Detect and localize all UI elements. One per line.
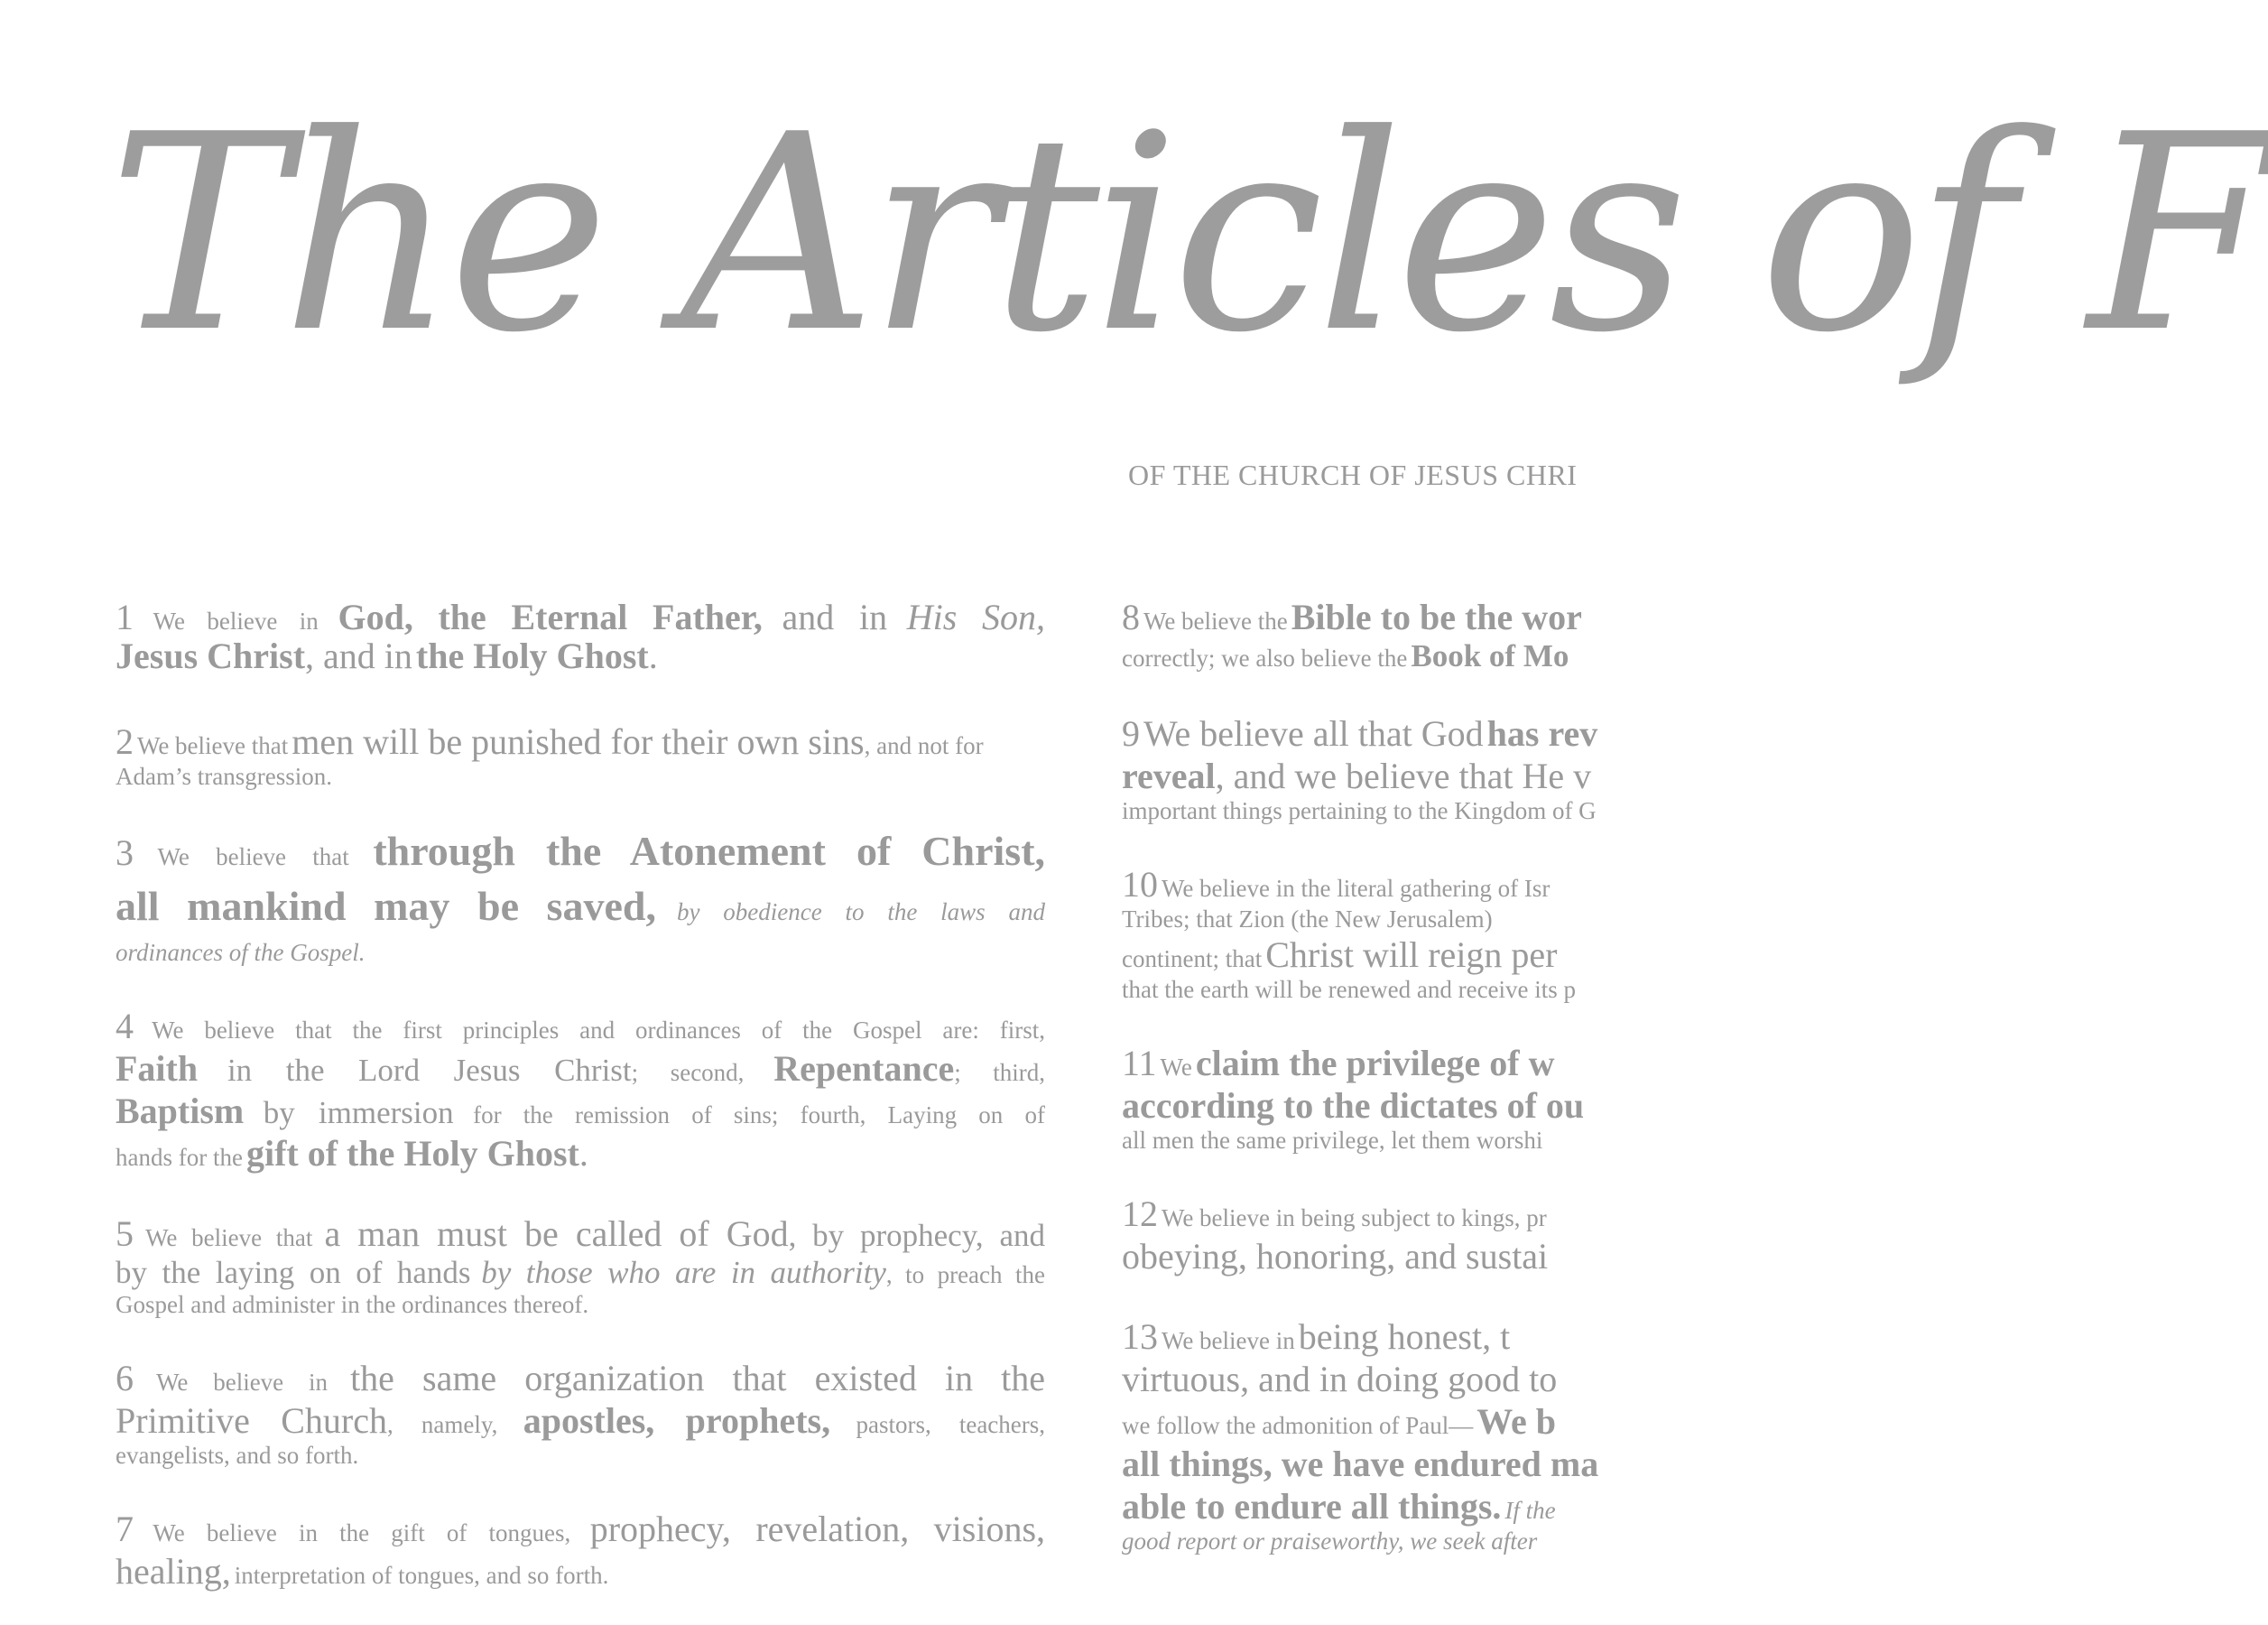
article-line: ordinances of the Gospel. — [116, 939, 366, 966]
article-number: 6 — [116, 1358, 134, 1398]
article-text: We believe in — [1162, 1327, 1295, 1354]
article-text: prophecy, revelation, visions, — [589, 1509, 1046, 1549]
article-line: virtuous, and in doing good to — [1122, 1359, 1558, 1399]
article-text: for the remission of sins; fourth, Laying on of — [473, 1101, 1045, 1128]
article-line — [116, 1508, 1045, 1550]
article-line — [116, 1357, 1045, 1399]
article-text: gift of the Holy Ghost — [245, 1133, 579, 1174]
article-text: , namely, — [387, 1411, 498, 1438]
article-text: and in — [782, 597, 888, 637]
article-number: 5 — [116, 1213, 134, 1254]
article-text: in the Lord Jesus Christ — [227, 1053, 632, 1088]
article-text: the same organization that existed in the — [350, 1358, 1046, 1398]
article-12 — [1122, 1193, 2051, 1277]
article-line: Adam’s transgression. — [116, 763, 332, 790]
article-line: that the earth will be renewed and receive its p — [1122, 976, 1577, 1003]
article-text: the Holy Ghost — [415, 636, 649, 676]
article-line — [1122, 596, 2051, 638]
article-line — [116, 1132, 1045, 1175]
right-column — [1122, 596, 2051, 1555]
left-column — [116, 596, 1045, 1592]
article-line — [1122, 1042, 2051, 1084]
article-text: has rev — [1486, 713, 1598, 754]
article-text: reveal — [1122, 756, 1216, 796]
article-text: We believe in being subject to kings, pr — [1162, 1204, 1547, 1231]
article-line: important things pertaining to the Kingdom of G — [1122, 797, 1597, 824]
article-4 — [116, 1005, 1045, 1175]
article-9 — [1122, 712, 2051, 825]
article-2 — [116, 720, 1045, 791]
article-text: We believe that — [157, 843, 349, 870]
article-line — [1122, 755, 2051, 797]
article-text: . — [648, 636, 658, 676]
article-text: Book of Mo — [1411, 638, 1569, 673]
article-line — [116, 829, 1045, 884]
article-line — [116, 1399, 1045, 1442]
article-line — [116, 1212, 1045, 1255]
article-line — [116, 720, 1045, 763]
article-text: We believe all that God — [1143, 713, 1484, 754]
article-text: We believe in — [153, 608, 319, 635]
article-text: Baptism — [116, 1091, 245, 1131]
article-10 — [1122, 863, 2051, 1004]
article-text: We believe that — [137, 732, 289, 759]
article-line — [116, 638, 1045, 682]
article-line: obeying, honoring, and sustai — [1122, 1236, 1549, 1277]
article-line — [1122, 1400, 2051, 1443]
article-line — [1122, 1193, 2051, 1235]
article-text: ; third, — [954, 1059, 1046, 1086]
article-text: by those who are in authority — [481, 1255, 886, 1290]
article-text: Repentance — [773, 1048, 955, 1089]
article-text: We believe the — [1143, 608, 1288, 635]
article-number: 13 — [1122, 1316, 1158, 1357]
article-text: by obedience to the laws and — [677, 898, 1045, 925]
article-text: , to preach the — [885, 1261, 1046, 1288]
article-text: We believe that the first principles and ordinances of the Gospel are: first, — [152, 1017, 1046, 1044]
article-line — [116, 1090, 1045, 1132]
article-text: pastors, teachers, — [856, 1411, 1046, 1438]
article-text: healing, — [116, 1551, 231, 1592]
article-text: continent; that — [1122, 945, 1263, 972]
article-line — [116, 884, 1045, 939]
article-13 — [1122, 1315, 2051, 1555]
article-line: evangelists, and so forth. — [116, 1442, 359, 1469]
article-line — [1122, 712, 2051, 755]
article-line: all men the same privilege, let them worshi — [1122, 1127, 1543, 1154]
article-line: good report or praiseworthy, we seek after — [1122, 1528, 1538, 1555]
article-number: 10 — [1122, 864, 1158, 905]
article-text: by immersion — [263, 1095, 454, 1130]
article-line — [1122, 863, 2051, 905]
article-line — [116, 1047, 1045, 1090]
article-11 — [1122, 1042, 2051, 1155]
article-line — [1122, 933, 2051, 976]
article-5 — [116, 1212, 1045, 1319]
article-number: 7 — [116, 1509, 134, 1549]
article-text: If the — [1504, 1497, 1556, 1524]
article-text: Christ will reign per — [1265, 934, 1558, 975]
article-text: claim the privilege of w — [1195, 1043, 1555, 1083]
article-1 — [116, 596, 1045, 682]
article-8 — [1122, 596, 2051, 674]
article-text: correctly; we also believe the — [1122, 645, 1408, 672]
article-line — [1122, 638, 2051, 674]
article-text: ; second, — [631, 1059, 745, 1086]
article-7 — [116, 1508, 1045, 1592]
article-line — [116, 596, 1045, 638]
article-text: We believe that — [145, 1224, 313, 1251]
article-text: God, the Eternal Father, — [338, 597, 763, 637]
article-text: , by prophecy, and — [788, 1218, 1046, 1253]
article-text: all mankind may be saved, — [116, 883, 656, 929]
article-number: 11 — [1122, 1043, 1157, 1083]
article-text: through the Atonement of Christ, — [373, 828, 1046, 874]
article-text: Bible to be the wor — [1291, 597, 1582, 637]
article-number: 3 — [116, 832, 134, 873]
article-text: being honest, t — [1298, 1316, 1511, 1357]
article-number: 1 — [116, 597, 134, 637]
article-line: Gospel and administer in the ordinances thereof. — [116, 1291, 589, 1318]
article-text: We believe in the literal gathering of Isr — [1162, 875, 1551, 902]
article-text: , and we believe that He v — [1215, 756, 1592, 796]
article-line — [1122, 1315, 2051, 1358]
article-text: a man must be called of God — [324, 1213, 789, 1254]
article-text: We believe in the gift of tongues, — [153, 1519, 571, 1546]
article-number: 12 — [1122, 1193, 1158, 1234]
article-text: , and in — [305, 636, 412, 676]
article-line — [116, 1005, 1045, 1047]
page-title: The Articles of F — [108, 77, 2268, 392]
article-text: Jesus Christ — [116, 636, 306, 676]
article-text: Faith — [116, 1048, 199, 1089]
article-line: Tribes; that Zion (the New Jerusalem) — [1122, 905, 1493, 933]
article-line — [116, 1255, 1045, 1291]
article-6 — [116, 1357, 1045, 1470]
article-text: interpretation of tongues, and so forth. — [234, 1562, 609, 1589]
article-number: 2 — [116, 721, 134, 762]
article-text: apostles, prophets, — [523, 1400, 831, 1441]
article-text: we follow the admonition of Paul— — [1122, 1412, 1474, 1439]
article-line — [116, 1550, 1045, 1592]
article-number: 8 — [1122, 597, 1140, 637]
article-text: able to endure all things. — [1122, 1486, 1502, 1527]
article-text: men will be punished for their own sins — [292, 721, 865, 762]
article-line: according to the dictates of ou — [1122, 1085, 1585, 1126]
article-text: Primitive Church — [116, 1400, 388, 1441]
article-text: We — [1160, 1054, 1192, 1081]
article-text: by the laying on of hands — [116, 1255, 471, 1290]
article-text: His Son, — [906, 597, 1045, 637]
article-number: 9 — [1122, 713, 1140, 754]
article-text: We b — [1477, 1401, 1556, 1442]
article-text: , and not for — [864, 732, 984, 759]
article-3 — [116, 829, 1045, 967]
article-text: hands for the — [116, 1144, 243, 1171]
article-text: . — [579, 1133, 588, 1174]
page-subtitle: OF THE CHURCH OF JESUS CHRI — [1128, 459, 1578, 491]
article-text: We believe in — [156, 1369, 328, 1396]
article-line — [1122, 1485, 2051, 1528]
article-number: 4 — [116, 1006, 134, 1046]
article-line: all things, we have endured ma — [1122, 1444, 1599, 1484]
